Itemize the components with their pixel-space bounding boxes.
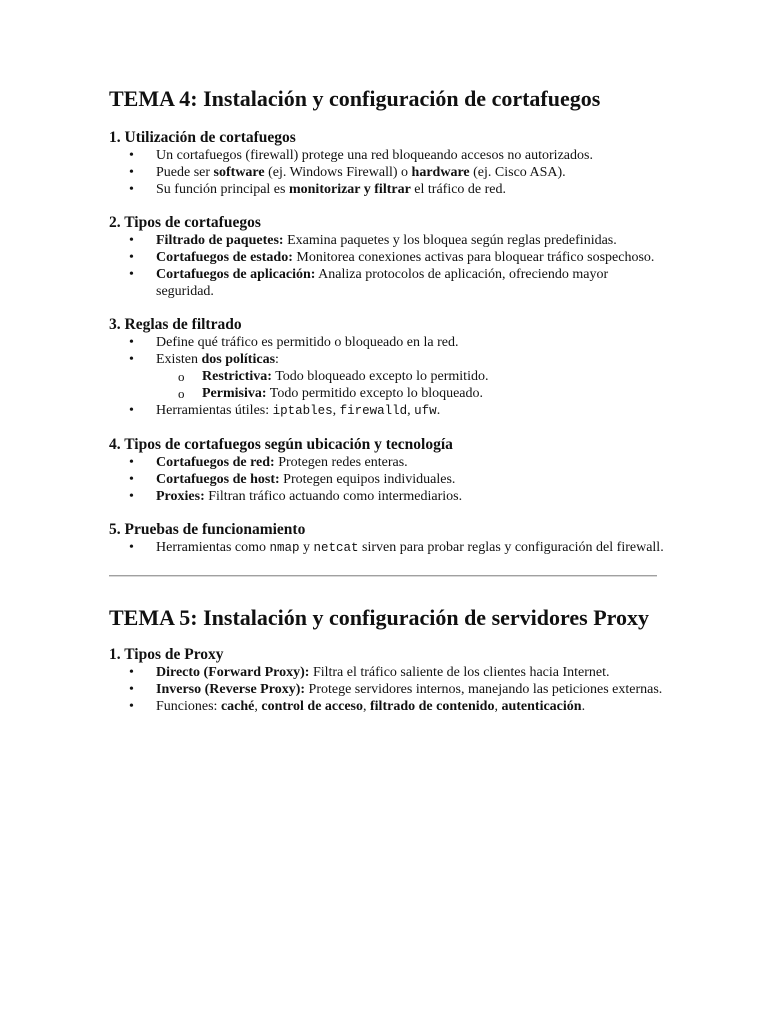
tema4-section5-heading: 5. Pruebas de funcionamiento bbox=[109, 521, 306, 538]
policies-sublist bbox=[156, 368, 669, 402]
document-content bbox=[109, 82, 669, 715]
list-item: • Su función principal es monitorizar y filtrar el tráfico de red. bbox=[156, 181, 669, 198]
tema4-section1-list bbox=[109, 147, 669, 198]
tema4-section3-heading: 3. Reglas de filtrado bbox=[109, 316, 242, 333]
list-item: • Existen dos políticas: o Restrictiva: Todo bloqueado excepto lo permitido. o Permisiva: Todo permitido excepto lo bloqueado. bbox=[156, 351, 669, 402]
list-item: • Cortafuegos de red: Protegen redes enteras. bbox=[156, 454, 669, 471]
list-item: • Define qué tráfico es permitido o bloqueado en la red. bbox=[156, 334, 669, 351]
list-item: • Herramientas como nmap y netcat sirven para probar reglas y configuración del firewall. bbox=[156, 539, 669, 557]
tema5-title: TEMA 5: Instalación y configuración de servidores Proxy bbox=[109, 605, 650, 630]
section-divider bbox=[109, 575, 657, 577]
tema4-title: TEMA 4: Instalación y configuración de cortafuegos bbox=[109, 86, 601, 111]
tema4-section4-list bbox=[109, 454, 669, 505]
tema4-section5-list bbox=[109, 539, 669, 557]
list-item: • Herramientas útiles: iptables, firewalld, ufw. bbox=[156, 402, 669, 420]
list-item: • Cortafuegos de estado: Monitorea conexiones activas para bloquear tráfico sospechoso. bbox=[156, 249, 669, 266]
list-item: • Un cortafuegos (firewall) protege una red bloqueando accesos no autorizados. bbox=[156, 147, 669, 164]
list-item: • Directo (Forward Proxy): Filtra el tráfico saliente de los clientes hacia Internet. bbox=[156, 664, 669, 681]
tema4-section2-heading: 2. Tipos de cortafuegos bbox=[109, 214, 261, 231]
tema5-section1-list bbox=[109, 664, 669, 715]
list-item: • Funciones: caché, control de acceso, filtrado de contenido, autenticación. bbox=[156, 698, 669, 715]
tema5-section1-heading: 1. Tipos de Proxy bbox=[109, 646, 224, 663]
tema4-section4-heading: 4. Tipos de cortafuegos según ubicación y tecnología bbox=[109, 436, 453, 453]
list-item: • Inverso (Reverse Proxy): Protege servidores internos, manejando las peticiones externas. bbox=[156, 681, 669, 698]
sublist-item: o Restrictiva: Todo bloqueado excepto lo permitido. bbox=[202, 368, 669, 385]
list-item: • Cortafuegos de aplicación: Analiza protocolos de aplicación, ofreciendo mayor seguridad. bbox=[156, 266, 669, 300]
list-item: • Cortafuegos de host: Protegen equipos individuales. bbox=[156, 471, 669, 488]
list-item: • Filtrado de paquetes: Examina paquetes y los bloquea según reglas predefinidas. bbox=[156, 232, 669, 249]
list-item: • Puede ser software (ej. Windows Firewall) o hardware (ej. Cisco ASA). bbox=[156, 164, 669, 181]
sublist-item: o Permisiva: Todo permitido excepto lo bloqueado. bbox=[202, 385, 669, 402]
tema4-section1-heading: 1. Utilización de cortafuegos bbox=[109, 129, 296, 146]
list-item: • Proxies: Filtran tráfico actuando como intermediarios. bbox=[156, 488, 669, 505]
tema4-section3-list bbox=[109, 334, 669, 420]
tema4-section2-list bbox=[109, 232, 669, 300]
